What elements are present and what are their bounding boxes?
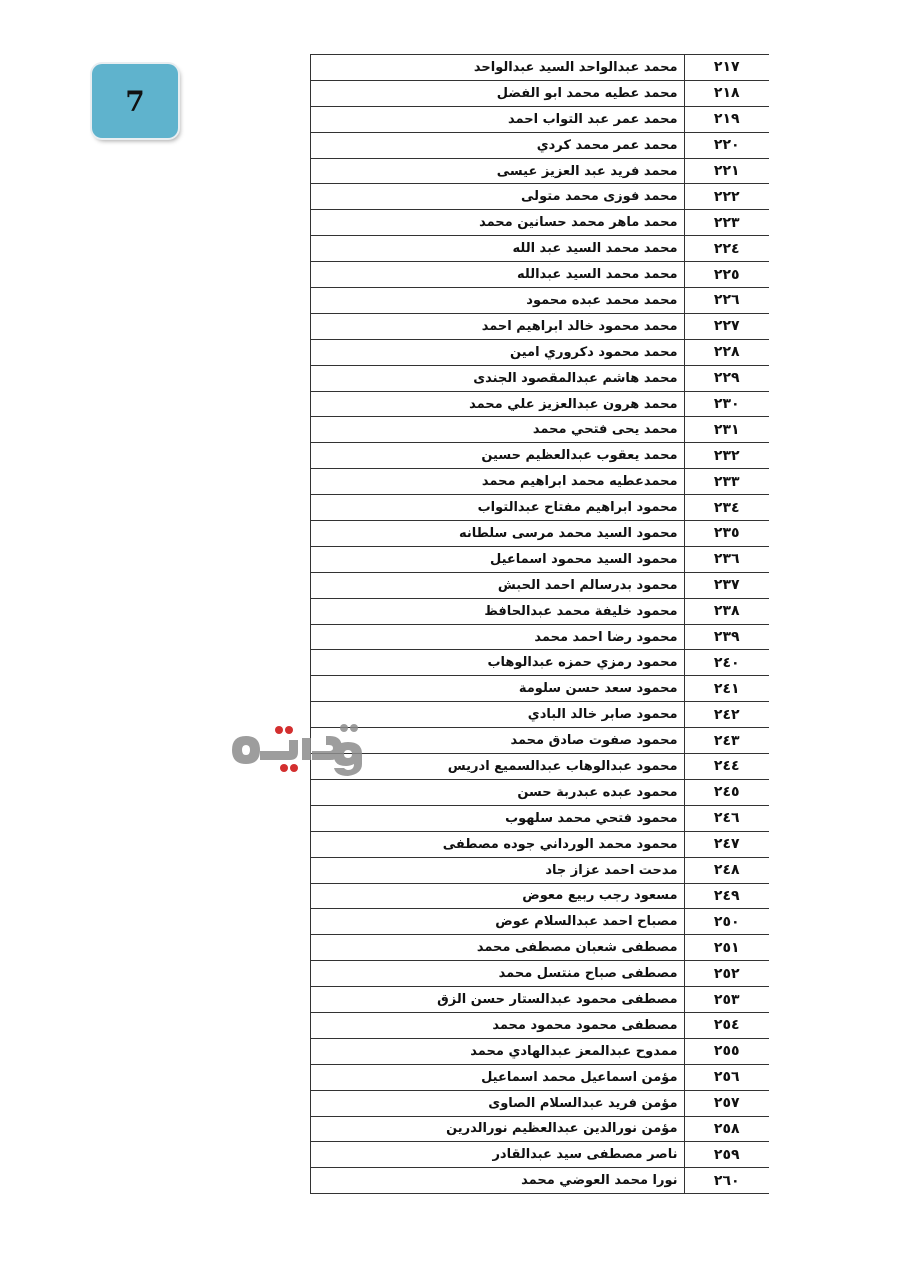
table-row: [311, 909, 770, 935]
row-number: ٢٣٧: [684, 572, 769, 598]
page-number: 7: [125, 84, 145, 118]
table-row: [311, 546, 770, 572]
row-number: ٢٢٧: [684, 313, 769, 339]
row-number: ٢٣٦: [684, 546, 769, 572]
row-number: ٢٣٩: [684, 624, 769, 650]
table-row: [311, 158, 770, 184]
person-name: مصطفى محمود محمود محمد: [311, 1012, 685, 1038]
names-table-body: [311, 55, 770, 1194]
table-row: [311, 80, 770, 106]
row-number: ٢٥٩: [684, 1142, 769, 1168]
person-name: مصطفى شعبان مصطفى محمد: [311, 935, 685, 961]
row-number: ٢٢٠: [684, 132, 769, 158]
row-number: ٢٤٧: [684, 831, 769, 857]
row-number: ٢٥٥: [684, 1038, 769, 1064]
table-row: [311, 961, 770, 987]
table-row: [311, 857, 770, 883]
row-number: ٢٥٦: [684, 1064, 769, 1090]
person-name: محمد هرون عبدالعزيز علي محمد: [311, 391, 685, 417]
person-name: محمد عبدالواحد السيد عبدالواحد: [311, 55, 685, 81]
row-number: ٢٤٢: [684, 702, 769, 728]
page-number-badge: [92, 64, 178, 138]
person-name: محمد محمد السيد عبدالله: [311, 262, 685, 288]
table-row: [311, 495, 770, 521]
table-row: [311, 650, 770, 676]
person-name: محمد محمد عبده محمود: [311, 288, 685, 314]
person-name: محمود عبده عبدربة حسن: [311, 779, 685, 805]
row-number: ٢١٩: [684, 106, 769, 132]
row-number: ٢٥٠: [684, 909, 769, 935]
row-number: ٢١٨: [684, 80, 769, 106]
table-row: [311, 831, 770, 857]
person-name: محمود السيد محمد مرسى سلطانه: [311, 521, 685, 547]
table-row: [311, 754, 770, 780]
person-name: محمد ماهر محمد حسانين محمد: [311, 210, 685, 236]
row-number: ٢٢١: [684, 158, 769, 184]
person-name: نورا محمد العوضي محمد: [311, 1168, 685, 1194]
row-number: ٢١٧: [684, 55, 769, 81]
row-number: ٢٦٠: [684, 1168, 769, 1194]
table-row: [311, 1038, 770, 1064]
row-number: ٢٢٩: [684, 365, 769, 391]
table-row: [311, 728, 770, 754]
person-name: محمود السيد محمود اسماعيل: [311, 546, 685, 572]
person-name: ممدوح عبدالمعز عبدالهادي محمد: [311, 1038, 685, 1064]
row-number: ٢٣٣: [684, 469, 769, 495]
watermark-logo: [226, 716, 368, 778]
table-row: [311, 1012, 770, 1038]
table-row: [311, 236, 770, 262]
table-row: [311, 210, 770, 236]
person-name: مصطفى صباح منتسل محمد: [311, 961, 685, 987]
row-number: ٢٥٨: [684, 1116, 769, 1142]
table-row: [311, 391, 770, 417]
row-number: ٢٥٢: [684, 961, 769, 987]
row-number: ٢٣٥: [684, 521, 769, 547]
table-row: [311, 883, 770, 909]
person-name: محمود ابراهيم مفتاح عبدالتواب: [311, 495, 685, 521]
table-row: [311, 1168, 770, 1194]
table-row: [311, 702, 770, 728]
table-row: [311, 288, 770, 314]
person-name: محمود خليفة محمد عبدالحافظ: [311, 598, 685, 624]
table-row: [311, 1064, 770, 1090]
person-name: محمد هاشم عبدالمقصود الجندى: [311, 365, 685, 391]
row-number: ٢٣٤: [684, 495, 769, 521]
person-name: محمود رمزي حمزه عبدالوهاب: [311, 650, 685, 676]
table-row: [311, 1142, 770, 1168]
person-name: محمود صابر خالد البادي: [311, 702, 685, 728]
row-number: ٢٣٢: [684, 443, 769, 469]
person-name: محمد فريد عبد العزيز عيسى: [311, 158, 685, 184]
row-number: ٢٥٤: [684, 1012, 769, 1038]
row-number: ٢٣٨: [684, 598, 769, 624]
row-number: ٢٥١: [684, 935, 769, 961]
table-row: [311, 313, 770, 339]
row-number: ٢٤٥: [684, 779, 769, 805]
row-number: ٢٣٠: [684, 391, 769, 417]
person-name: مؤمن فريد عبدالسلام الصاوى: [311, 1090, 685, 1116]
person-name: ناصر مصطفى سيد عبدالقادر: [311, 1142, 685, 1168]
row-number: ٢٤٩: [684, 883, 769, 909]
row-number: ٢٥٧: [684, 1090, 769, 1116]
table-row: [311, 469, 770, 495]
table-row: [311, 1090, 770, 1116]
row-number: ٢٢٥: [684, 262, 769, 288]
table-row: [311, 417, 770, 443]
person-name: محمد محمود دكروري امين: [311, 339, 685, 365]
person-name: محمدعطيه محمد ابراهيم محمد: [311, 469, 685, 495]
row-number: ٢٤٤: [684, 754, 769, 780]
person-name: مؤمن اسماعيل محمد اسماعيل: [311, 1064, 685, 1090]
person-name: محمود عبدالوهاب عبدالسميع ادريس: [311, 754, 685, 780]
person-name: محمد عمر محمد كردي: [311, 132, 685, 158]
row-number: ٢٤٦: [684, 805, 769, 831]
row-number: ٢٢٤: [684, 236, 769, 262]
table-row: [311, 339, 770, 365]
names-table: [310, 54, 769, 1194]
table-row: [311, 365, 770, 391]
table-row: [311, 521, 770, 547]
person-name: محمود صفوت صادق محمد: [311, 728, 685, 754]
table-row: [311, 935, 770, 961]
row-number: ٢٥٣: [684, 987, 769, 1013]
person-name: محمود رضا احمد محمد: [311, 624, 685, 650]
table-row: [311, 262, 770, 288]
table-row: [311, 184, 770, 210]
row-number: ٢٤٠: [684, 650, 769, 676]
table-row: [311, 779, 770, 805]
table-row: [311, 805, 770, 831]
row-number: ٢٤٣: [684, 728, 769, 754]
table-row: [311, 676, 770, 702]
row-number: ٢٢٢: [684, 184, 769, 210]
row-number: ٢٢٨: [684, 339, 769, 365]
person-name: محمد محمد السيد عبد الله: [311, 236, 685, 262]
person-name: مؤمن نورالدين عبدالعظيم نورالدرين: [311, 1116, 685, 1142]
person-name: مدحت احمد عزاز جاد: [311, 857, 685, 883]
person-name: محمود بدرسالم احمد الحبش: [311, 572, 685, 598]
table-row: [311, 132, 770, 158]
person-name: محمد يحى فتحي محمد: [311, 417, 685, 443]
row-number: ٢٣١: [684, 417, 769, 443]
person-name: محمد يعقوب عبدالعظيم حسين: [311, 443, 685, 469]
table-row: [311, 443, 770, 469]
row-number: ٢٢٣: [684, 210, 769, 236]
person-name: محمود محمد الورداني جوده مصطفى: [311, 831, 685, 857]
table-row: [311, 624, 770, 650]
table-row: [311, 598, 770, 624]
person-name: محمد عطيه محمد ابو الفضل: [311, 80, 685, 106]
table-row: [311, 572, 770, 598]
table-row: [311, 987, 770, 1013]
person-name: محمد عمر عبد التواب احمد: [311, 106, 685, 132]
row-number: ٢٤٨: [684, 857, 769, 883]
row-number: ٢٤١: [684, 676, 769, 702]
table-row: [311, 1116, 770, 1142]
person-name: مصطفى محمود عبدالستار حسن الزق: [311, 987, 685, 1013]
person-name: مسعود رجب ربيع معوض: [311, 883, 685, 909]
person-name: محمود سعد حسن سلومة: [311, 676, 685, 702]
person-name: محمود فتحي محمد سلهوب: [311, 805, 685, 831]
person-name: محمد فوزى محمد متولى: [311, 184, 685, 210]
table-row: [311, 55, 770, 81]
person-name: مصباح احمد عبدالسلام عوض: [311, 909, 685, 935]
table-row: [311, 106, 770, 132]
person-name: محمد محمود خالد ابراهيم احمد: [311, 313, 685, 339]
row-number: ٢٢٦: [684, 288, 769, 314]
